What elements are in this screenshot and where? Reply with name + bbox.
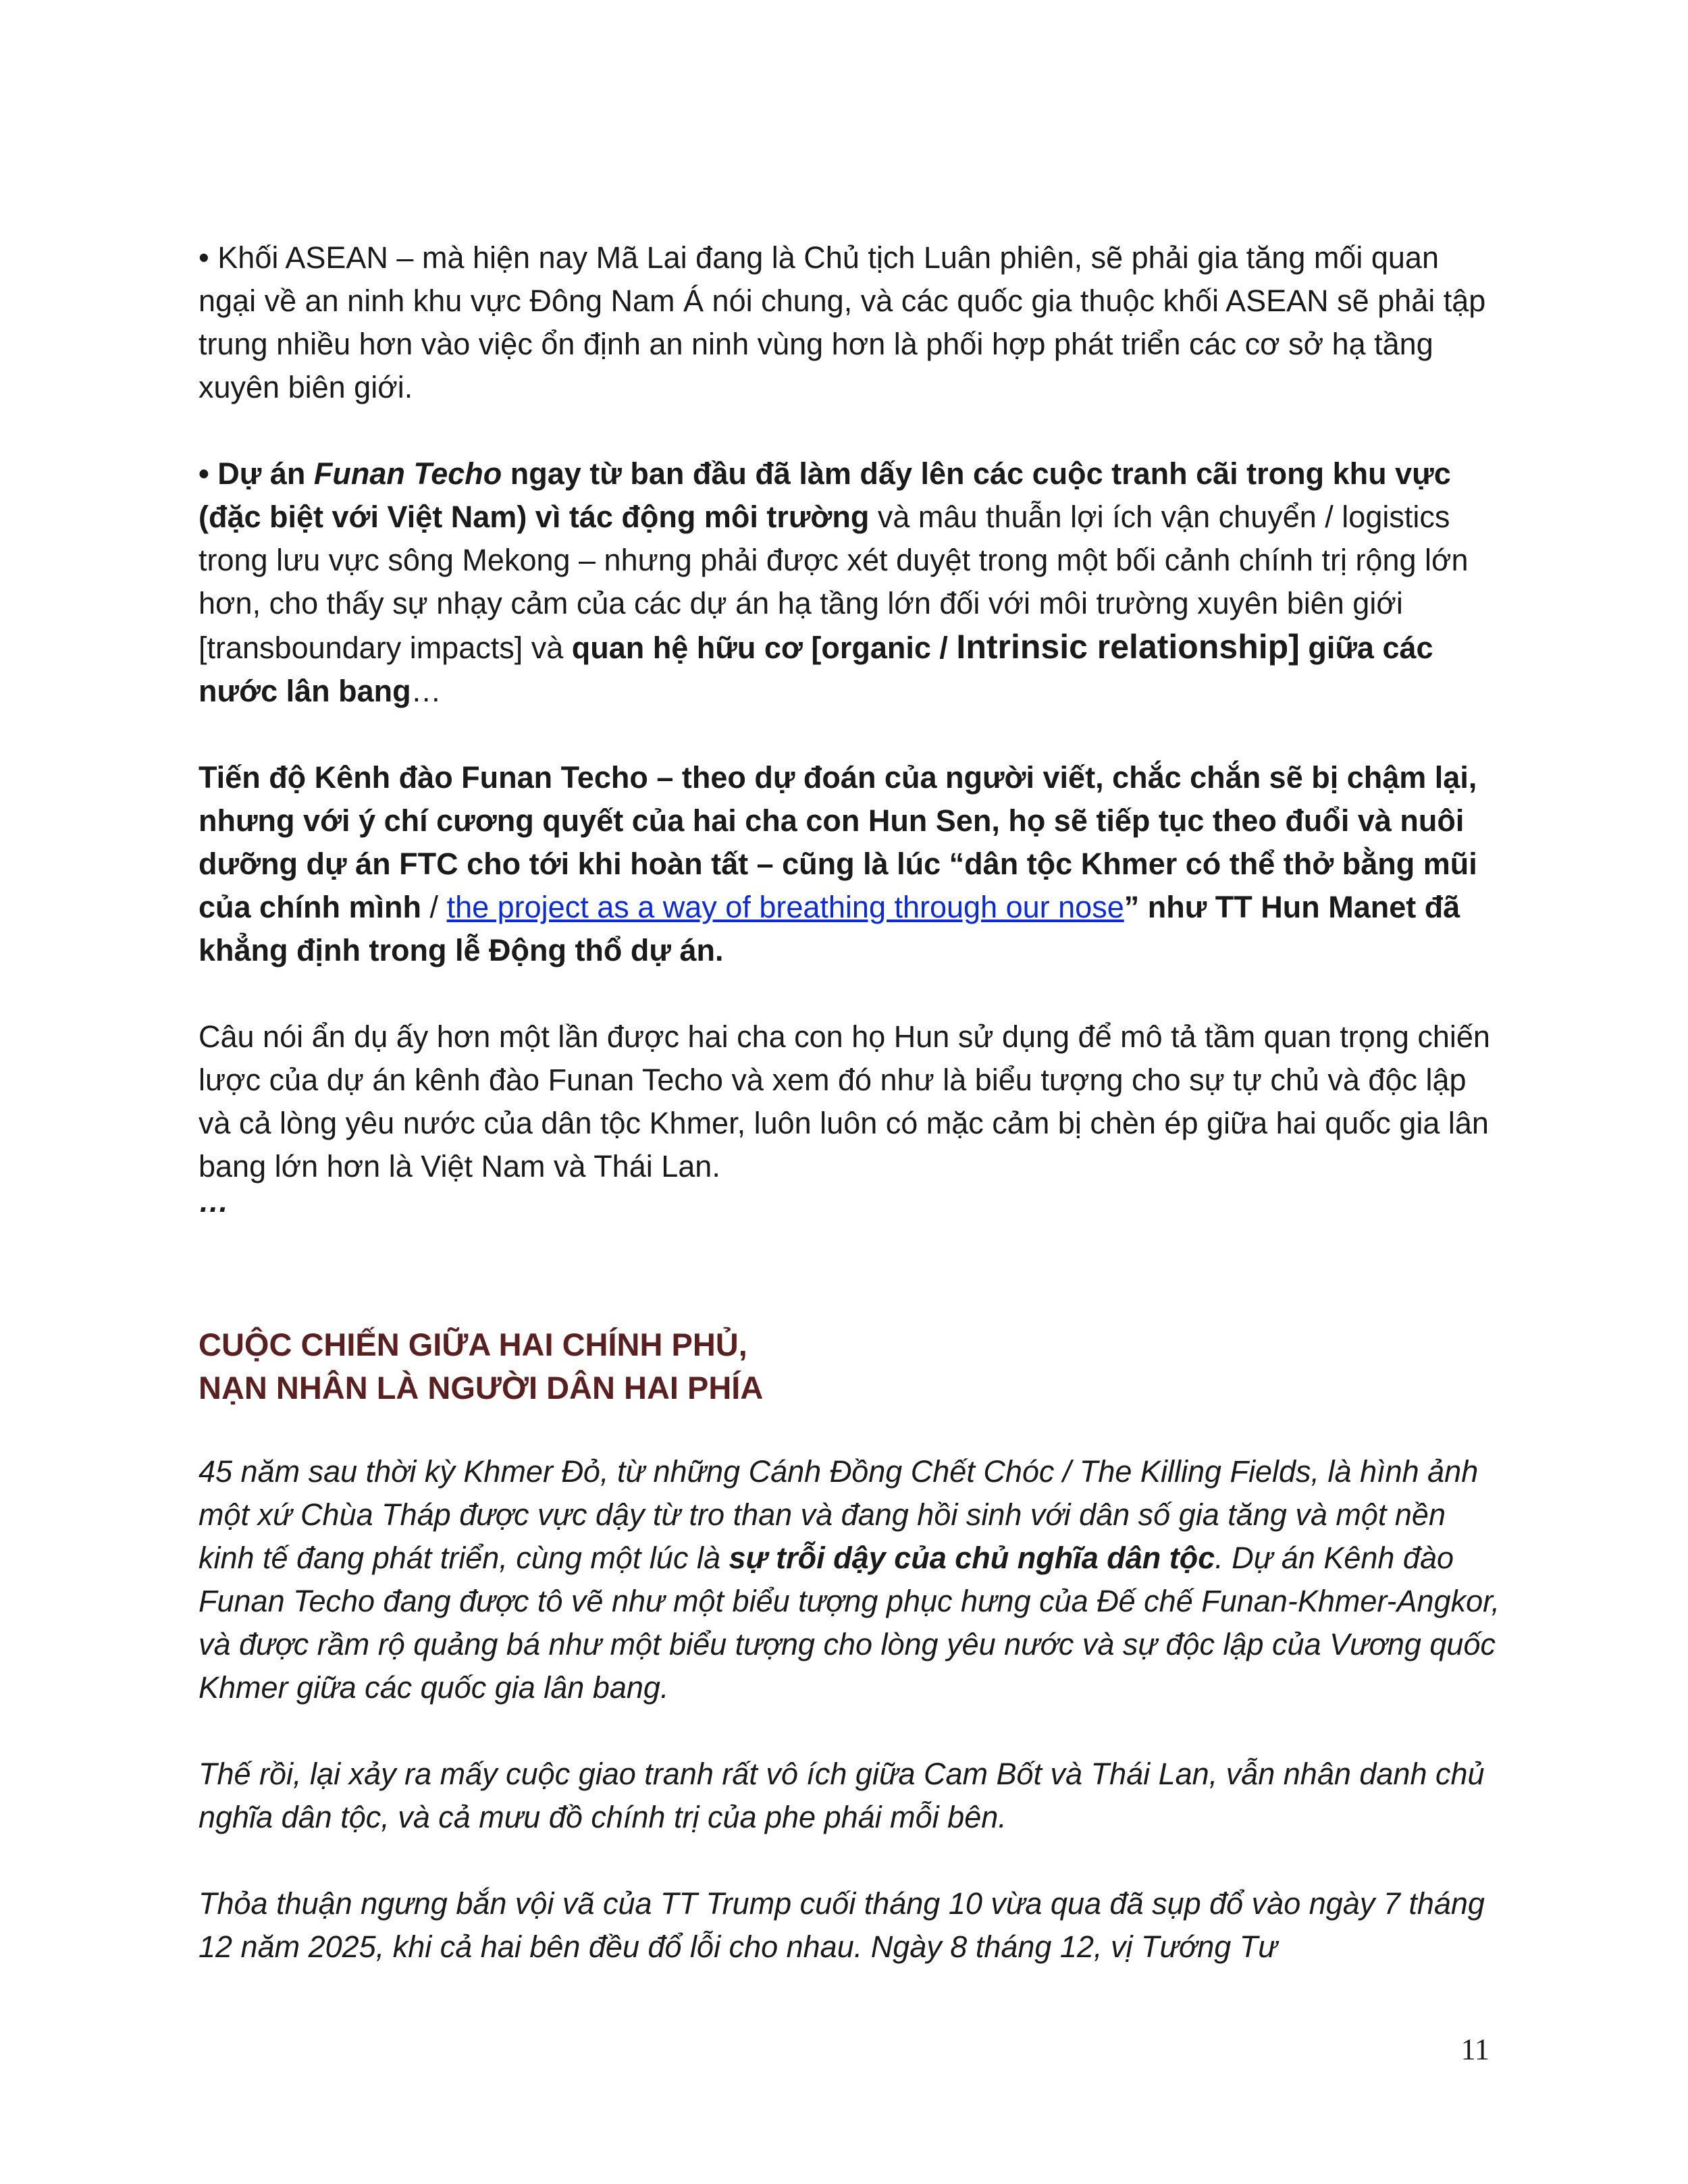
section-heading-line-2: NẠN NHÂN LÀ NGƯỜI DÂN HAI PHÍA — [199, 1370, 764, 1406]
paragraph-khmer-rouge — [199, 1450, 1502, 1709]
bold-text: giữa các nước lân bang — [199, 631, 1433, 708]
page-number: 11 — [1460, 2033, 1489, 2066]
slash: / — [429, 890, 439, 924]
quote-link[interactable]: the project as a way of breathing through our nose — [446, 890, 1124, 924]
paragraph-text: Khối ASEAN – mà hiện nay Mã Lai đang là Chủ tịch Luân phiên, sẽ phải gia tăng mối quan ngại về an ninh khu vực Đông Nam Á nói chung, và các quốc gia thuộc khối ASEAN sẽ phải tập trung nhiều hơn vào việc ổn định an ninh vùng hơn là phối hợp phát triển các cơ sở hạ tầng xuyên biên giới. — [199, 240, 1486, 404]
paragraph-ceasefire — [199, 1882, 1502, 1969]
document-page-body — [199, 236, 1502, 1969]
bold-large-text: Intrinsic relationship] — [956, 628, 1300, 666]
italic-text: Thỏa thuận ngưng bắn vội vã của TT Trump cuối tháng 10 vừa qua đã sụp đổ vào ngày 7 tháng 12 năm 2025, khi cả hai bên đều đổ lỗi cho nhau. Ngày 8 tháng 12, vị Tướng Tư — [199, 1886, 1485, 1964]
bold-text: Tiến độ Kênh đào Funan Techo – theo dự đoán của người viết, chắc chắn sẽ bị chậm lại, nhưng với ý chí cương quyết của hai cha con Hun Sen, họ sẽ tiếp tục theo đuổi và nuôi dưỡng dự án FTC cho tới khi hoàn tất – cũng là lúc “dân tộc Khmer có thể thở bằng mũi của chính mình — [199, 760, 1477, 924]
section-heading — [199, 1323, 1502, 1410]
bold-text: quan hệ hữu cơ [organic / — [571, 631, 948, 665]
paragraph-progress — [199, 756, 1502, 972]
bullet: • — [199, 240, 209, 275]
paragraph-funan-techo — [199, 452, 1502, 713]
bold-italic-text: sự trỗi dậy của chủ nghĩa dân tộc — [729, 1541, 1215, 1575]
paragraph-border-clashes — [199, 1753, 1502, 1839]
italic-text: 45 năm sau thời kỳ Khmer Đỏ, từ những Cánh Đồng Chết Chóc / The Killing Fields, là hình ảnh một xứ Chùa Tháp được vực dậy từ tro than và đang hồi sinh với dân số gia tăng và một nền kinh tế đang phát triển, cùng một lúc là — [199, 1454, 1479, 1575]
paragraph-asean — [199, 236, 1502, 409]
bullet: • — [199, 456, 209, 491]
ellipsis: … — [199, 1184, 229, 1219]
ellipsis: … — [411, 674, 442, 708]
bold-text: Dự án — [217, 456, 306, 491]
italic-text: . Dự án Kênh đào Funan Techo đang được tô vẽ như một biểu tượng phục hưng của Đế chế Funan-Khmer-Angkor, và được rầm rộ quảng bá như một biểu tượng cho lòng yêu nước và sự độc lập của Vương quốc Khmer giữa các quốc gia lân bang. — [199, 1541, 1500, 1705]
italic-text: Thế rồi, lại xảy ra mấy cuộc giao tranh rất vô ích giữa Cam Bốt và Thái Lan, vẫn nhân danh chủ nghĩa dân tộc, và cả mưu đồ chính trị của phe phái mỗi bên. — [199, 1757, 1485, 1834]
paragraph-text: Câu nói ẩn dụ ấy hơn một lần được hai cha con họ Hun sử dụng để mô tả tầm quan trọng chiến lược của dự án kênh đào Funan Techo và xem đó như là biểu tượng cho sự tự chủ và độc lập và cả lòng yêu nước của dân tộc Khmer, luôn luôn có mặc cảm bị chèn ép giữa hai quốc gia lân bang lớn hơn là Việt Nam và Thái Lan. — [199, 1019, 1490, 1183]
bold-text: ngay từ ban đầu đã làm dấy lên các cuộc tranh cãi trong khu vực (đặc biệt với Việt Nam) vì tác động môi trường — [199, 456, 1451, 534]
project-name: Funan Techo — [313, 456, 502, 491]
bold-text: ” như TT Hun Manet đã khẳng định trong lễ Động thổ dự án. — [199, 890, 1460, 967]
body-text: và mâu thuẫn lợi ích vận chuyển / logistics trong lưu vực sông Mekong – nhưng phải được xét duyệt trong một bối cảnh chính trị rộng lớn hơn, cho thấy sự nhạy cảm của các dự án hạ tầng lớn đối với môi trường xuyên biên giới [transboundary impacts] và — [199, 500, 1469, 665]
section-heading-line-1: CUỘC CHIẾN GIỮA HAI CHÍNH PHỦ, — [199, 1327, 747, 1362]
paragraph-metaphor — [199, 1015, 1502, 1188]
